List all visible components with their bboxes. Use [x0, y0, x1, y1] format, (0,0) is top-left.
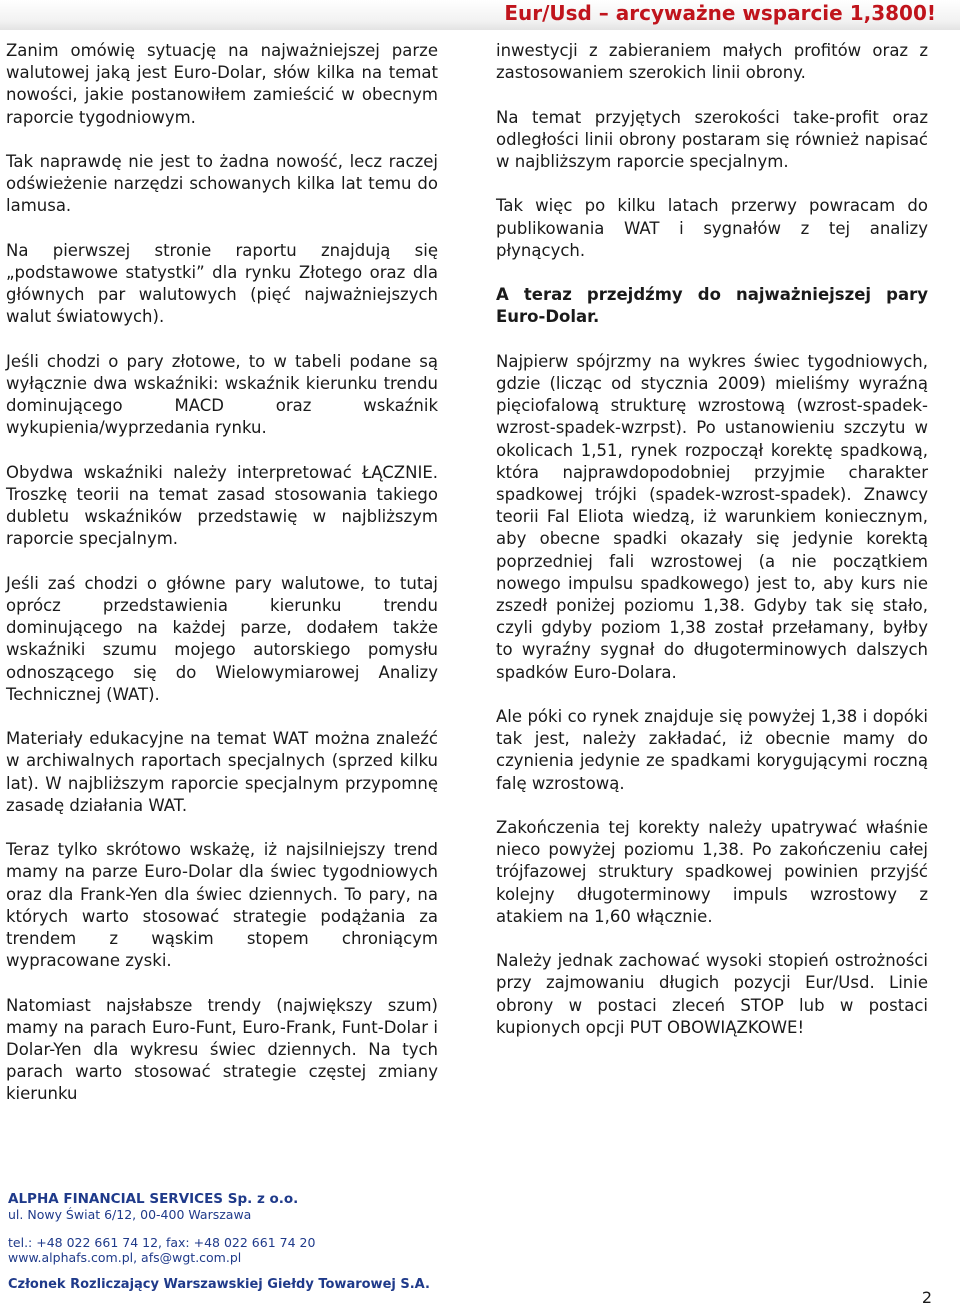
- paragraph: Tak więc po kilku latach przerwy powracam do publikowania WAT i sygnałów z tej analizy płynących.: [496, 196, 928, 260]
- paragraph: Najpierw spójrzmy na wykres świec tygodniowych, gdzie (licząc od stycznia 2009) mieliśmy wyraźną pięciofalową strukturę wzrostową (wzrost-spadek-wzrost-spadek-wzrpst). Po ustanowieniu szczytu w okolicach 1,51, rynek rozpoczął korektę spadkową, która najprawdopodobniej przyjmie charakter spadkowej trójki (spadek-wzrost-spadek). Znawcy teorii Fal Eliota wiedzą, iż warunkiem koniecznym, aby obecne spadki okazały się jedynie korektą poprzedniej fali wzrostowej (a nie początkiem nowego impulsu spadkowego) jest to, aby kurs nie zszedł poniżej poziomu 1,38. Gdyby tak się stało, czyli gdyby poziom 1,38 został przełamany, byłby to wyraźny sygnał do długoterminowych dalszych spadków Euro-Dolara.: [496, 351, 928, 682]
- right-column: [496, 40, 928, 1061]
- footer-phone: tel.: +48 022 661 74 12, fax: +48 022 661 74 20: [8, 1235, 316, 1250]
- paragraph: Ale póki co rynek znajduje się powyżej 1,38 i dopóki tak jest, należy zakładać, iż obecnie mamy do czynienia jedynie ze spadkami korygującymi roczną falę wzrostową.: [496, 707, 928, 793]
- footer-address: ul. Nowy Świat 6/12, 00-400 Warszawa: [8, 1207, 252, 1222]
- footer: [0, 1170, 960, 1312]
- paragraph: Jeśli zaś chodzi o główne pary walutowe, to tutaj oprócz przedstawienia kierunku trendu dominującego na każdej parze, dodałem także wskaźniki szumu mojego autorskiego pomysłu odnoszącego się do Wielowymiarowej Analizy Technicznej (WAT).: [6, 573, 438, 704]
- footer-web[interactable]: www.alphafs.com.pl, afs@wgt.com.pl: [8, 1250, 242, 1265]
- header-bar: [0, 0, 960, 30]
- footer-company: ALPHA FINANCIAL SERVICES Sp. z o.o.: [8, 1191, 299, 1207]
- page-title: Eur/Usd – arcyważne wsparcie 1,3800!: [504, 1, 936, 25]
- footer-member: Członek Rozliczający Warszawskiej Giełdy Towarowej S.A.: [8, 1277, 430, 1292]
- paragraph: inwestycji z zabieraniem małych profitów oraz z zastosowaniem szerokich linii obrony.: [496, 41, 928, 83]
- paragraph: Należy jednak zachować wysoki stopień ostrożności przy zajmowaniu długich pozycji Eur/Usd. Linie obrony w postaci zleceń STOP lub w postaci kupionych opcji PUT OBOWIĄZKOWE!: [496, 951, 928, 1037]
- paragraph: Jeśli chodzi o pary złotowe, to w tabeli podane są wyłącznie dwa wskaźniki: wskaźnik kierunku trendu dominującego MACD oraz wskaźnik wykupienia/wyprzedania rynku.: [6, 351, 438, 438]
- paragraph: Tak naprawdę nie jest to żadna nowość, lecz raczej odświeżenie narzędzi schowanych kilka lat temu do lamusa.: [6, 152, 438, 216]
- left-column: [6, 40, 438, 1128]
- paragraph: Teraz tylko skrótowo wskażę, iż najsilniejszy trend mamy na parze Euro-Dolar dla świec tygodniowych oraz dla Frank-Yen dla świec dziennych. To pary, na których warto stosować strategie podążania za trendem z wąskim stopem chroniącym wypracowane zyski.: [6, 840, 438, 971]
- paragraph: Na temat przyjętych szerokości take-profit oraz odległości linii obrony postaram się również napisać w najbliższym raporcie specjalnym.: [496, 107, 928, 171]
- paragraph: Na pierwszej stronie raportu znajdują się „podstawowe statystki” dla rynku Złotego oraz dla głównych par walutowych (pięć najważniejszych walut światowych).: [6, 240, 438, 327]
- section-heading: A teraz przejdźmy do najważniejszej pary Euro-Dolar.: [496, 285, 928, 327]
- paragraph: Obydwa wskaźniki należy interpretować ŁĄCZNIE. Troszkę teorii na temat zasad stosowania takiego dubletu wskaźników przedstawię w najbliższym raporcie specjalnym.: [6, 462, 438, 549]
- paragraph: Zanim omówię sytuację na najważniejszej parze walutowej jaką jest Euro-Dolar, słów kilka na temat nowości, jakie postanowiłem zamieścić w obecnym raporcie tygodniowym.: [6, 41, 438, 127]
- paragraph: Materiały edukacyjne na temat WAT można znaleźć w archiwalnych raportach specjalnych (sprzed kilku lat). W najbliższym raporcie specjalnym przypomnę zasadę działania WAT.: [6, 729, 438, 815]
- paragraph: Natomiast najsłabsze trendy (największy szum) mamy na parach Euro-Funt, Euro-Frank, Funt-Dolar i Dolar-Yen dla wykresu świec dziennych. Na tych parach warto stosować strategie częstej zmiany kierunku: [6, 995, 438, 1104]
- paragraph: Zakończenia tej korekty należy upatrywać właśnie nieco powyżej poziomu 1,38. Po zakończeniu całej trójfazowej struktury spadkowej powinien przyjść kolejny długoterminowy impuls wzrostowy z atakiem na 1,60 włącznie.: [496, 818, 928, 926]
- page-number: 2: [921, 1288, 932, 1307]
